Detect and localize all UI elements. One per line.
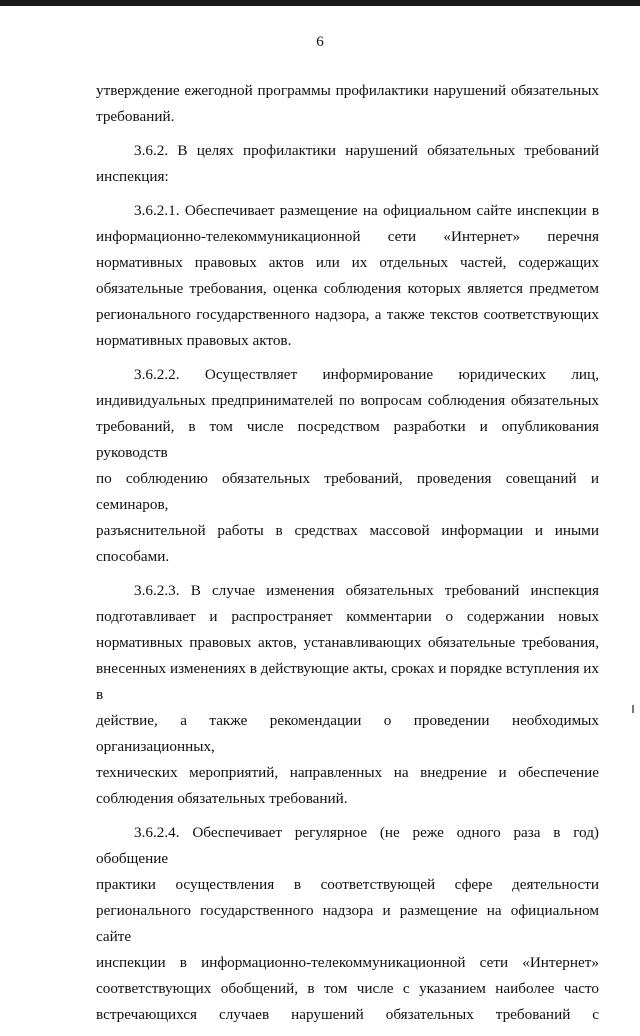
text-line: индивидуальных предпринимателей по вопросам соблюдения обязательных [96, 392, 599, 409]
text-line: соблюдения обязательных требований. [96, 790, 348, 807]
text-line: информационно-телекоммуникационной сети «Интернет» перечня [96, 228, 599, 245]
margin-mark [632, 705, 634, 713]
text-line: соответствующих обобщений, в том числе с указанием наиболее часто [96, 980, 599, 997]
top-border-line [0, 0, 640, 6]
text-line: способами. [96, 548, 170, 565]
text-line: регионального государственного надзора, а также текстов соответствующих [96, 306, 599, 323]
page-number: 6 [316, 34, 324, 50]
text-line: 3.6.2.1. Обеспечивает размещение на официальном сайте инспекции в [134, 202, 599, 219]
text-line: утверждение ежегодной программы профилактики нарушений обязательных [96, 82, 599, 99]
text-line: нормативных правовых актов или их отдельных частей, содержащих [96, 254, 599, 271]
text-line: встречающихся случаев нарушений обязательных требований с [96, 1006, 599, 1023]
text-line: требований. [96, 108, 175, 125]
text-line: по соблюдению обязательных требований, проведения совещаний и семинаров, [96, 470, 599, 513]
text-line: инспекции в информационно-телекоммуникационной сети «Интернет» [96, 954, 599, 971]
paragraph-p4 [96, 578, 599, 812]
text-line: 3.6.2. В целях профилактики нарушений обязательных требований [134, 142, 599, 159]
text-line: действие, а также рекомендации о проведении необходимых организационных, [96, 712, 599, 755]
text-line: 3.6.2.4. Обеспечивает регулярное (не реже одного раза в год) обобщение [96, 824, 599, 867]
text-line: подготавливает и распространяет комментарии о содержании новых [96, 608, 599, 625]
text-line: внесенных изменениях в действующие акты, сроках и порядке вступления их в [96, 660, 599, 703]
paragraph-p2 [96, 198, 599, 354]
text-line: разъяснительной работы в средствах массовой информации и иными [96, 522, 599, 539]
text-line: нормативных правовых актов, устанавливающих обязательные требования, [96, 634, 599, 651]
paragraph-p3 [96, 362, 599, 570]
paragraph-p5 [96, 820, 599, 1028]
text-line: 3.6.2.3. В случае изменения обязательных требований инспекция [134, 582, 599, 599]
text-line: инспекция: [96, 168, 169, 185]
document-body [96, 78, 599, 1036]
text-line: технических мероприятий, направленных на внедрение и обеспечение [96, 764, 599, 781]
paragraph-p0 [96, 78, 599, 130]
text-line: нормативных правовых актов. [96, 332, 292, 349]
text-line: требований, в том числе посредством разработки и опубликования руководств [96, 418, 599, 461]
text-line: практики осуществления в соответствующей сфере деятельности [96, 876, 599, 893]
text-line: регионального государственного надзора и размещение на официальном сайте [96, 902, 599, 945]
text-line: обязательные требования, оценка соблюдения которых является предметом [96, 280, 599, 297]
paragraph-p1 [96, 138, 599, 190]
text-line: 3.6.2.2. Осуществляет информирование юридических лиц, [134, 366, 599, 383]
